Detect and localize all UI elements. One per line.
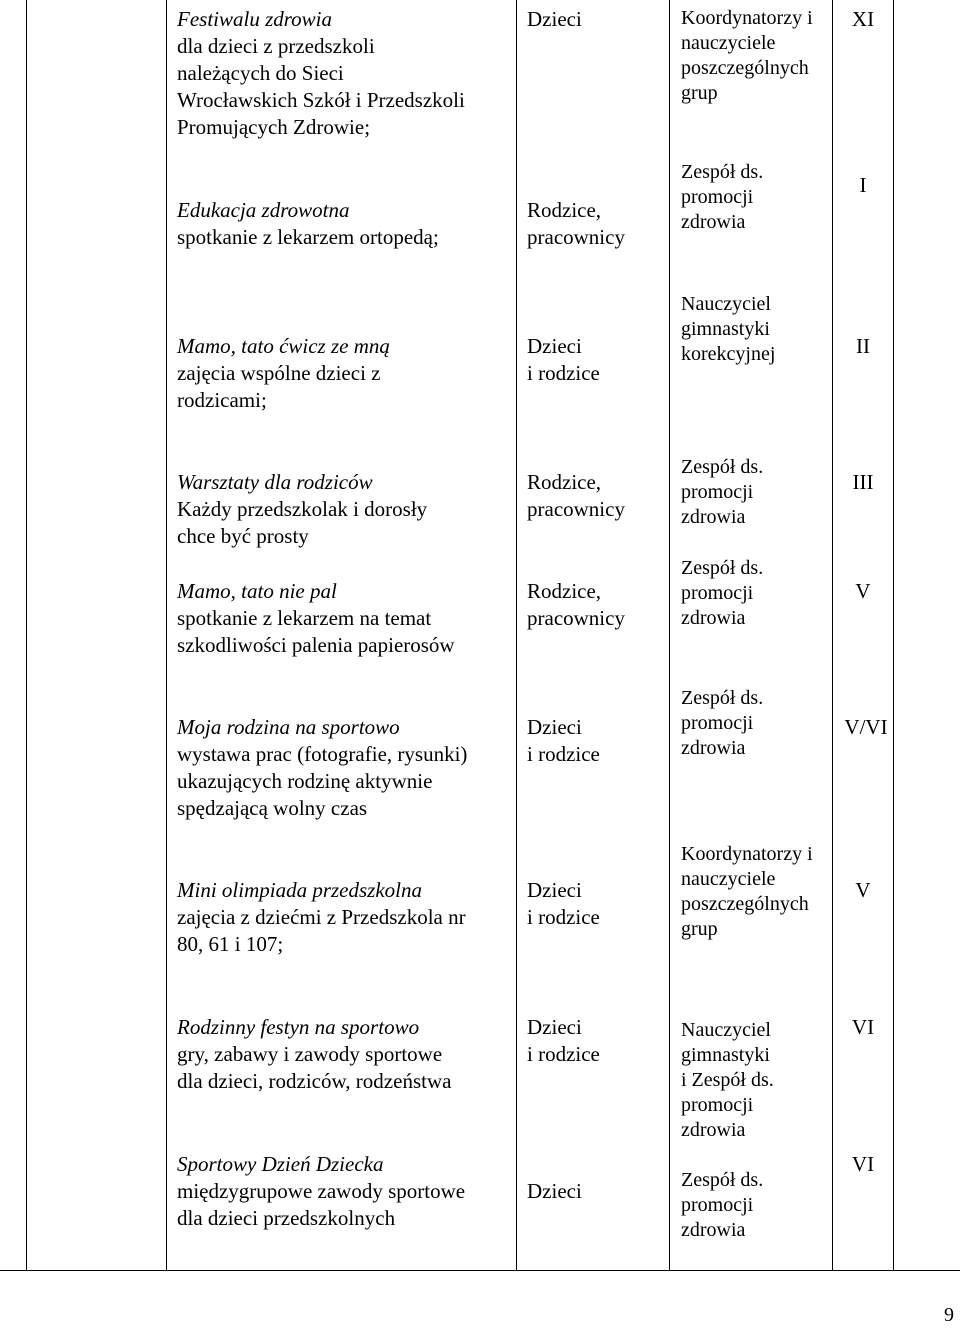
responsible-text: zdrowia [681, 1219, 746, 1241]
responsible-text: Zespół ds. [681, 557, 764, 579]
responsible-text: Zespół ds. [681, 161, 764, 183]
month: V [855, 878, 871, 902]
month: VI [851, 1015, 875, 1039]
activity-text: dla dzieci z przedszkoli [177, 34, 375, 58]
participants-text: Dzieci [527, 878, 582, 902]
activity-title: Rodzinny festyn na sportowo [177, 1015, 420, 1039]
participants-text: i rodzice [527, 1042, 600, 1066]
participants-text: Dzieci [527, 334, 582, 358]
responsible [681, 1018, 831, 1143]
activity-text: chce być prosty [177, 524, 309, 548]
responsible-text: poszczególnych [681, 893, 809, 915]
responsible-text: Zespół ds. [681, 687, 764, 709]
responsible-text: i Zespół ds. [681, 1069, 774, 1091]
activity-title: Mamo, tato nie pal [177, 579, 337, 603]
responsible-text: zdrowia [681, 737, 746, 759]
participants-text: Rodzice, [527, 198, 602, 222]
responsible-text: Koordynatorzy i [681, 843, 813, 865]
responsible-text: Zespół ds. [681, 1169, 764, 1191]
activity-title: Festiwalu zdrowia [177, 7, 332, 31]
responsible-text: promocji [681, 186, 754, 208]
responsible-text: zdrowia [681, 211, 746, 233]
month: XI [851, 7, 875, 31]
month: II [856, 334, 870, 358]
activity-title: Mini olimpiada przedszkolna [177, 878, 422, 902]
participants-text: Dzieci [527, 7, 582, 31]
responsible [681, 842, 831, 942]
activity-text: Promujących Zdrowie; [177, 115, 371, 139]
activity-title: Mamo, tato ćwicz ze mną [177, 334, 390, 358]
responsible-text: Koordynatorzy i [681, 7, 813, 29]
activity-title: Sportowy Dzień Dziecka [177, 1152, 384, 1176]
responsible [681, 6, 831, 106]
month: I [859, 173, 867, 197]
activity-title: Edukacja zdrowotna [177, 198, 350, 222]
responsible [681, 1168, 831, 1243]
table-border-col1 [166, 0, 167, 1270]
activity-description [177, 1014, 517, 1095]
month: V/VI [844, 715, 888, 739]
participants-text: Rodzice, [527, 470, 602, 494]
responsible-text: promocji [681, 481, 754, 503]
participants-text: Dzieci [527, 715, 582, 739]
responsible-text: korekcyjnej [681, 343, 776, 365]
participants-text: pracownicy [527, 497, 625, 521]
participants [527, 1014, 667, 1068]
participants [527, 333, 667, 387]
participants-text: Dzieci [527, 1015, 582, 1039]
activity-title: Warsztaty dla rodziców [177, 470, 373, 494]
participants-text: pracownicy [527, 606, 625, 630]
activity-text: dla dzieci przedszkolnych [177, 1206, 396, 1230]
table-border-left [26, 0, 27, 1270]
activity-description [177, 1151, 517, 1232]
activity-description [177, 714, 517, 822]
activity-description [177, 469, 517, 550]
responsible-text: poszczególnych [681, 57, 809, 79]
responsible-text: gimnastyki [681, 1044, 770, 1066]
responsible-text: Zespół ds. [681, 456, 764, 478]
activity-text: Każdy przedszkolak i dorosły [177, 497, 428, 521]
responsible [681, 556, 831, 631]
activity-text: spędzającą wolny czas [177, 796, 368, 820]
month: III [852, 470, 874, 494]
responsible [681, 292, 831, 367]
page-number: 9 [944, 1304, 954, 1326]
responsible-text: grup [681, 918, 718, 940]
participants [527, 1178, 667, 1205]
participants [527, 197, 667, 251]
participants [527, 469, 667, 523]
responsible-text: promocji [681, 582, 754, 604]
activity-text: dla dzieci, rodziców, rodzeństwa [177, 1069, 452, 1093]
participants-text: i rodzice [527, 905, 600, 929]
responsible [681, 160, 831, 235]
responsible [681, 455, 831, 530]
responsible-text: gimnastyki [681, 318, 770, 340]
participants-text: Rodzice, [527, 579, 602, 603]
activity-text: wystawa prac (fotografie, rysunki) [177, 742, 468, 766]
activity-text: rodzicami; [177, 388, 267, 412]
month: VI [851, 1152, 875, 1176]
participants-text: Dzieci [527, 1179, 582, 1203]
responsible-text: Nauczyciel [681, 1019, 771, 1041]
responsible-text: nauczyciele [681, 868, 776, 890]
activity-text: zajęcia wspólne dzieci z [177, 361, 381, 385]
activity-title: Moja rodzina na sportowo [177, 715, 400, 739]
activity-text: Wrocławskich Szkół i Przedszkoli [177, 88, 465, 112]
activity-description [177, 333, 517, 414]
participants-text: i rodzice [527, 742, 600, 766]
responsible-text: zdrowia [681, 506, 746, 528]
responsible-text: zdrowia [681, 607, 746, 629]
activity-text: 80, 61 i 107; [177, 932, 284, 956]
table-border-col4 [832, 0, 833, 1270]
activity-text: spotkanie z lekarzem ortopedą; [177, 225, 439, 249]
activity-text: międzygrupowe zawody sportowe [177, 1179, 466, 1203]
responsible-text: promocji [681, 1094, 754, 1116]
activity-description [177, 6, 517, 141]
responsible-text: promocji [681, 1194, 754, 1216]
table-border-bottom [0, 1270, 960, 1271]
activity-text: gry, zabawy i zawody sportowe [177, 1042, 443, 1066]
responsible-text: promocji [681, 712, 754, 734]
participants [527, 714, 667, 768]
participants [527, 877, 667, 931]
responsible-text: grup [681, 82, 718, 104]
activity-description [177, 578, 517, 659]
activity-text: ukazujących rodzinę aktywnie [177, 769, 433, 793]
participants [527, 6, 667, 33]
activity-text: szkodliwości palenia papierosów [177, 633, 455, 657]
activity-description [177, 877, 517, 958]
activity-text: spotkanie z lekarzem na temat [177, 606, 432, 630]
table-border-right [893, 0, 894, 1270]
participants [527, 578, 667, 632]
activity-text: należących do Sieci [177, 61, 344, 85]
table-border-col3 [669, 0, 670, 1270]
responsible-text: zdrowia [681, 1119, 746, 1141]
participants-text: pracownicy [527, 225, 625, 249]
responsible-text: Nauczyciel [681, 293, 771, 315]
responsible-text: nauczyciele [681, 32, 776, 54]
month: V [855, 579, 871, 603]
activity-text: zajęcia z dziećmi z Przedszkola nr [177, 905, 466, 929]
participants-text: i rodzice [527, 361, 600, 385]
activity-description [177, 197, 517, 251]
responsible [681, 686, 831, 761]
